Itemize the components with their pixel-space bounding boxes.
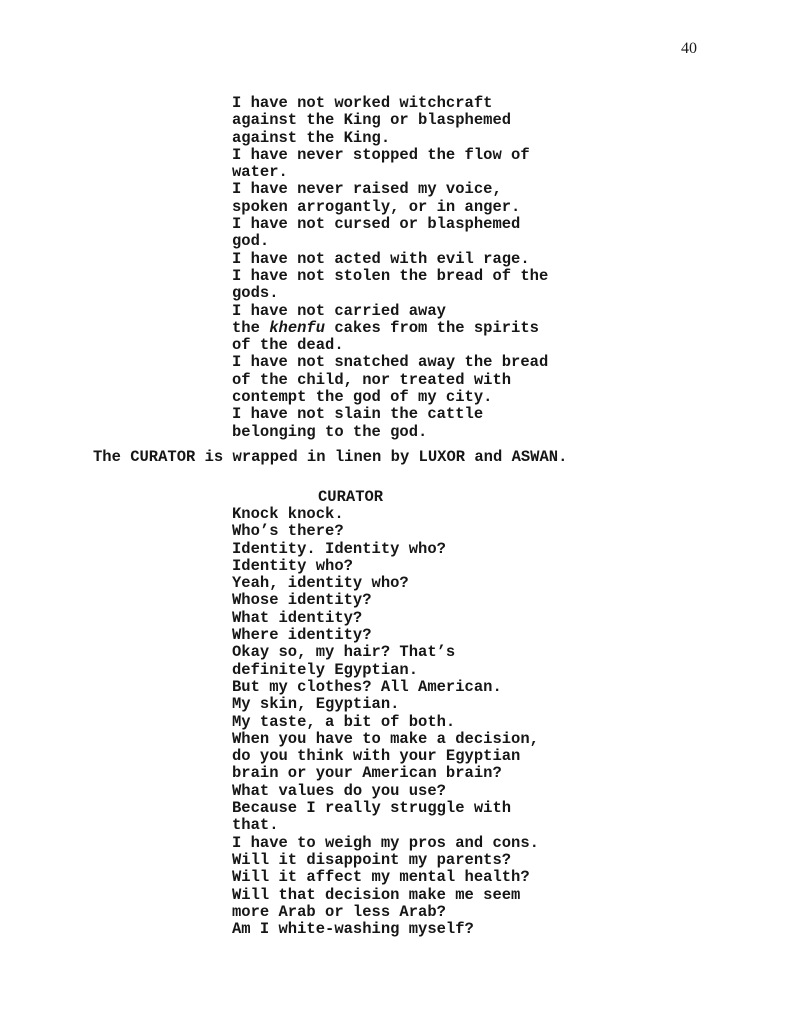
dialogue-line: belonging to the god. [232, 422, 428, 441]
dialogue-line: I have never stopped the flow of [232, 145, 530, 164]
dialogue-line [232, 320, 548, 337]
dialogue-line: Identity who? [232, 556, 353, 575]
dialogue-line: When you have to make a decision, [232, 729, 539, 748]
dialogue-line: Okay so, my hair? That’s [232, 643, 456, 662]
dialogue-line: I have never raised my voice, [232, 180, 502, 199]
dialogue-line: Who’s there? [232, 522, 344, 541]
dialogue-line: gods. [232, 284, 279, 303]
dialogue-line: Knock knock. [232, 505, 344, 523]
dialogue-line: Will that decision make me seem [232, 885, 521, 904]
dialogue-line: more Arab or less Arab? [232, 902, 446, 921]
dialogue-line: god. [232, 232, 270, 251]
page-number: 40 [681, 40, 697, 57]
dialogue-segment: the [232, 318, 270, 337]
action-line: The CURATOR is wrapped in linen by LUXOR and ASWAN. [93, 448, 568, 466]
dialogue-line: spoken arrogantly, or in anger. [232, 197, 521, 216]
dialogue-line: I have not slain the cattle [232, 405, 484, 424]
dialogue-block-curator [232, 506, 539, 938]
dialogue-line: do you think with your Egyptian [232, 747, 521, 766]
dialogue-line: I have not stolen the bread of the [232, 266, 549, 285]
dialogue-line: I have not cursed or blasphemed [232, 215, 521, 234]
dialogue-word-italic: khenfu [269, 318, 326, 337]
dialogue-line: I have not snatched away the bread [232, 353, 549, 372]
dialogue-line: But my clothes? All American. [232, 677, 502, 696]
dialogue-line: Am I white-washing myself? [232, 920, 474, 939]
dialogue-line: of the dead. [232, 336, 344, 355]
dialogue-line: Yeah, identity who? [232, 574, 409, 593]
dialogue-segment: cakes from the spirits [325, 318, 539, 337]
dialogue-line: against the King or blasphemed [232, 111, 512, 130]
dialogue-line: Where identity? [232, 626, 372, 645]
dialogue-line: What identity? [232, 608, 363, 627]
dialogue-line: My skin, Egyptian. [232, 695, 400, 714]
dialogue-line: I have to weigh my pros and cons. [232, 833, 539, 852]
dialogue-line: I have not worked witchcraft [232, 94, 493, 112]
dialogue-line: against the King. [232, 128, 391, 147]
dialogue-line: Will it affect my mental health? [232, 868, 530, 887]
dialogue-line: water. [232, 163, 288, 182]
dialogue-line: Identity. Identity who? [232, 539, 446, 558]
dialogue-line: I have not acted with evil rage. [232, 249, 530, 268]
dialogue-line: that. [232, 816, 279, 835]
character-name-curator: CURATOR [318, 488, 384, 506]
dialogue-block-confession [232, 95, 548, 441]
dialogue-line: I have not carried away [232, 301, 446, 320]
dialogue-line: My taste, a bit of both. [232, 712, 456, 731]
dialogue-line: Will it disappoint my parents? [232, 850, 512, 869]
dialogue-line: of the child, nor treated with [232, 370, 512, 389]
dialogue-line: contempt the god of my city. [232, 388, 493, 407]
dialogue-line: brain or your American brain? [232, 764, 502, 783]
dialogue-line: definitely Egyptian. [232, 660, 419, 679]
dialogue-line: Whose identity? [232, 591, 372, 610]
dialogue-line: Because I really struggle with [232, 799, 512, 818]
dialogue-line: What values do you use? [232, 781, 446, 800]
